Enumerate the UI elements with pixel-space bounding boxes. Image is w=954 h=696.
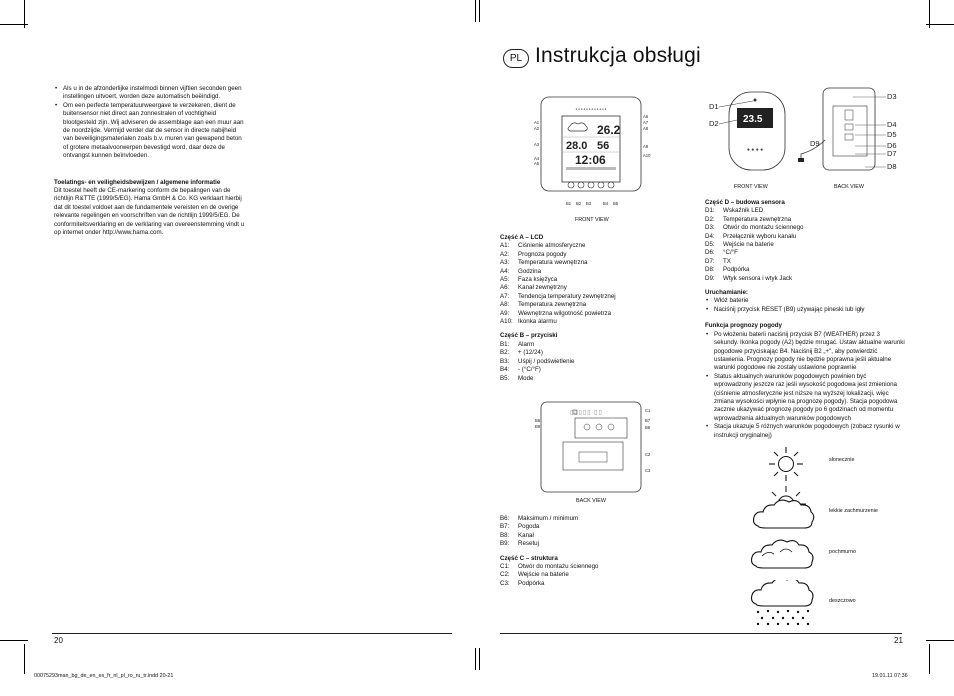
label-B1: B1 (566, 201, 572, 206)
czesc-b-list-2 (500, 515, 660, 549)
label-A7: A7 (643, 120, 649, 125)
czesc-b-item-value: Alarm (518, 340, 535, 348)
label-B6: B6 (535, 418, 541, 423)
czesc-a-item-key: A5: (500, 276, 510, 284)
czesc-a-item-value: Temperatura wewnętrzna (518, 259, 588, 267)
parts-b-c-column (500, 515, 660, 588)
label-B4: B4 (603, 201, 609, 206)
czesc-c-item-value: Otwór do montażu ściennego (518, 563, 599, 571)
uruchamianie-bullet: • Włóż baterie (714, 297, 905, 305)
czesc-d-item-value: Wskaźnik LED (723, 207, 764, 215)
label-D7: D7 (887, 149, 897, 158)
cloudy-icon (748, 538, 820, 574)
toelating-heading: Toelatings- en veiligheidsbewijzen / algemene informatie (54, 178, 221, 186)
czesc-a-item-value: Kanał zewnętrzny (518, 284, 567, 292)
label-B3: B3 (586, 201, 592, 206)
left-bullet: • Om een perfecte temperatuurweergave te verzekeren, dient de buitensensor niet direct aan zonnestralen of vochtigheid blootgesteld zijn. Wij adviseren de assemblage aan een muur aan de noordzijde. Vermijd verder dat de sensor in directe nabijheid van beveiligingsmaterialen zoals b.v. muren van gewapend beton of grotere metaalvoorwerpen bevestigd word, daar deze de ontvangst kunnen beïnvloeden. (63, 102, 246, 161)
uruchamianie-bullet: • Naciśnij przycisk RESET (B9) używając pineski lub igły (714, 306, 905, 314)
label-C2: C2 (645, 452, 651, 457)
crop-mark (926, 24, 954, 25)
czesc-d-item (705, 275, 905, 283)
czesc-a-item-value: Godzina (518, 267, 542, 275)
czesc-a-item-value: Temperatura zewnętrzna (518, 301, 587, 309)
left-bullet: • Als u in de afzonderlijke instelmodi binnen vijftien seconden geen instellingen uitvoert, worden deze automatisch beëindigd. (63, 85, 246, 102)
label-D3: D3 (887, 92, 897, 101)
czesc-a-item-key: A10: (500, 318, 513, 326)
czesc-d-item (705, 249, 905, 257)
czesc-d-item-key: D7: (705, 257, 715, 265)
czesc-b-item-key: B8: (500, 531, 510, 539)
crop-mark (479, 0, 480, 22)
czesc-a-item (500, 301, 660, 309)
czesc-a-item (500, 242, 660, 250)
svg-text:▯▯▯▯▯ ▯▯: ▯▯▯▯▯ ▯▯ (570, 410, 603, 416)
czesc-b-item-key: B2: (500, 349, 510, 357)
czesc-d-item-key: D4: (705, 232, 715, 240)
czesc-a-item-key: A9: (500, 309, 510, 317)
czesc-c-item (500, 563, 660, 571)
czesc-b-item (500, 515, 660, 523)
left-column (54, 85, 246, 238)
sun-icon (768, 446, 804, 482)
czesc-d-item (705, 207, 905, 215)
funkcja-bullet: • Status aktualnych warunków pogodowych powinien być wprowadzony jeszcze raz jeśli wysokość pogodowa jest zmieniona (ciśnienie atmosferyczne jest niższe na wyższej lokalizacji, więc zmiana wysokości wpłynie na prognozę pogody). Stacja pogodowa zacznie ukazywać prognozę pogody po 6 godzinach od momentu wprowadzenia aktualnych warunków pogodowych (714, 373, 905, 423)
czesc-b-item-key: B6: (500, 515, 510, 522)
weather-label-rain: deszczowo (829, 598, 856, 604)
part-d-column (705, 199, 905, 440)
czesc-d-list (705, 207, 905, 283)
czesc-a-item-value: Ciśnienie atmosferyczne (518, 242, 586, 250)
czesc-a-item (500, 318, 660, 326)
label-D8: D8 (887, 162, 897, 171)
svg-text:● ● ● ● ● ● ● ● ● ● ● ●: ● ● ● ● ● ● ● ● ● ● ● ● (575, 107, 607, 111)
weather-label-sun: słonecznie (829, 457, 855, 463)
funkcja-bullet: • Stacja ukazuje 5 różnych warunków pogodowych (zobacz rysunki w instrukcji oryginalnej) (714, 423, 905, 440)
czesc-b-item (500, 540, 660, 548)
parts-a-b-column (500, 234, 660, 383)
czesc-b-item-value: - (°C/°F) (518, 366, 541, 374)
czesc-b-item-value: Uśpij / podświetlenie (518, 357, 575, 365)
label-D9: D9 (810, 139, 820, 148)
weather-label-partly-cloudy: lekkie zachmurzenie (829, 508, 878, 514)
uruchamianie-list (705, 297, 905, 314)
czesc-a-item-key: A3: (500, 259, 510, 267)
label-B5: B5 (613, 201, 619, 206)
czesc-d-item (705, 216, 905, 224)
czesc-b-heading: Część B – przyciski (500, 332, 558, 340)
label-A2: A2 (534, 126, 540, 131)
czesc-a-item-value: Faza księżyca (518, 276, 558, 284)
czesc-a-item-value: Prognoza pogody (518, 250, 567, 258)
crop-mark (24, 0, 25, 28)
czesc-c-item-key: C3: (500, 579, 510, 587)
czesc-b-item (500, 358, 660, 366)
czesc-c-list (500, 563, 660, 588)
czesc-d-item-key: D1: (705, 207, 715, 215)
label-A9: A9 (643, 144, 649, 149)
sensor-front-caption: FRONT VIEW (734, 184, 768, 190)
czesc-c-heading: Część C – struktura (500, 554, 558, 562)
rain-icon (748, 580, 820, 626)
sensor-back-caption: BACK VIEW (834, 184, 864, 190)
label-D4: D4 (887, 120, 897, 129)
display-temp-out: 28.0 (566, 140, 588, 152)
czesc-a-item (500, 251, 660, 259)
czesc-a-item (500, 293, 660, 301)
czesc-d-item-key: D6: (705, 249, 715, 257)
czesc-a-item-key: A6: (500, 284, 510, 292)
czesc-b-item-key: B3: (500, 357, 510, 365)
label-C3: C3 (645, 468, 651, 473)
sensor-temp-readout: 23.5 (743, 114, 763, 125)
label-A5: A5 (534, 161, 540, 166)
czesc-a-item (500, 276, 660, 284)
czesc-b-item-value: Mode (518, 374, 534, 382)
page-number-right: 21 (894, 636, 903, 645)
right-page-rule (500, 633, 902, 634)
left-page-rule (52, 633, 452, 634)
crop-mark (926, 640, 954, 641)
crop-mark (479, 648, 480, 670)
crop-mark (475, 0, 476, 22)
footer-date: 19.01.11 07:36 (872, 673, 908, 679)
czesc-b-item-key: B9: (500, 540, 510, 548)
label-B7: B7 (645, 418, 651, 423)
czesc-d-item (705, 266, 905, 274)
weather-label-cloudy: pochmurno (829, 549, 856, 555)
czesc-c-item-value: Podpórka (518, 579, 545, 587)
czesc-d-item-key: D9: (705, 274, 715, 282)
czesc-d-heading: Część D – budowa sensora (705, 199, 785, 206)
czesc-a-item-key: A7: (500, 292, 510, 300)
czesc-a-item-value: Wewnętrzna wilgotność powietrza (518, 309, 612, 317)
weather-station-front-diagram (530, 94, 660, 210)
czesc-a-item-key: A1: (500, 242, 510, 250)
funkcja-heading: Funkcja prognozy pogody (705, 322, 782, 330)
czesc-a-list (500, 242, 660, 326)
czesc-d-item-value: Podpórka (723, 266, 750, 274)
czesc-b-item (500, 375, 660, 383)
back-view-caption: BACK VIEW (576, 498, 606, 504)
czesc-b-item-key: B5: (500, 374, 510, 382)
czesc-b-item-value: Maksimum / minimum (518, 515, 579, 522)
czesc-a-item-value: Tendencja temperatury zewnętrznej (518, 292, 616, 300)
svg-text:● ● ● ●: ● ● ● ● (746, 147, 764, 153)
czesc-a-item (500, 259, 660, 267)
czesc-a-item (500, 268, 660, 276)
label-C1: C1 (645, 408, 651, 413)
label-D6: D6 (887, 141, 897, 150)
czesc-c-item (500, 571, 660, 579)
label-A1: A1 (534, 120, 540, 125)
crop-mark (475, 648, 476, 670)
czesc-b-item (500, 341, 660, 349)
crop-mark (929, 0, 930, 28)
czesc-b-item (500, 349, 660, 357)
czesc-a-item-key: A8: (500, 301, 510, 309)
crop-mark (929, 644, 930, 674)
czesc-b-item (500, 366, 660, 374)
czesc-b-item-key: B7: (500, 523, 510, 531)
czesc-d-item-value: Wtyk sensora i wtyk Jack (723, 274, 793, 282)
weather-station-back-diagram (535, 400, 665, 496)
uruchamianie-heading: Uruchamianie: (705, 289, 748, 297)
czesc-b-item (500, 532, 660, 540)
czesc-d-item-value: Przełącznik wyboru kanału (723, 232, 797, 240)
crop-mark (24, 644, 25, 674)
label-D1: D1 (709, 102, 719, 111)
display-temp-in: 26.2 (597, 123, 621, 137)
label-A6: A6 (643, 114, 649, 119)
label-D5: D5 (887, 130, 897, 139)
czesc-c-item-value: Wejście na baterie (518, 571, 569, 579)
footer-filename: 00075293man_bg_de_en_es_fr_nl_pl_ro_ru_tr.indd 20-21 (34, 673, 174, 679)
czesc-a-item-key: A4: (500, 267, 510, 275)
display-time: 12:06 (575, 153, 606, 167)
czesc-b-list (500, 341, 660, 383)
czesc-b-item-key: B1: (500, 340, 510, 348)
label-D2: D2 (709, 119, 719, 128)
czesc-d-item-value: Otwór do montażu ściennego (723, 224, 804, 232)
label-A8: A8 (643, 126, 649, 131)
czesc-a-item-key: A2: (500, 250, 510, 258)
funkcja-bullet: • Po włożeniu baterii naciśnij przycisk B7 (WEATHER) przez 3 sekundy. Ikonka pogody (A2) będzie mrugać. Ustaw aktualne warunki pogodowe przyciskając B4. Naciśnij B2 „+", aby potwierdzić ustawienia. Prognozy pogody nie będzie poprawna jeśli aktualne warunki pogodowe nie zostały ustawione poprawnie (714, 331, 905, 373)
toelating-text: Dit toestel heeft de CE-markering conform de bepalingen van de richtlijn R&TTE (1999/5/EG). Hama GmbH & Co. KG verklaart hierbij dat dit toestel voldoet aan de fundamentele vereisten en de overige relevante regelingen en voorschriften van de richtlijn 1999/5/EG. De conformiteitsverklaring en de verklaring van overeenstemming vindt u op internet onder http://www.hama.com. (54, 187, 245, 237)
czesc-a-item (500, 284, 660, 292)
czesc-d-item-key: D2: (705, 215, 715, 223)
czesc-d-item-value: Wejście na baterie (723, 241, 774, 249)
czesc-a-item (500, 310, 660, 318)
czesc-b-item-key: B4: (500, 366, 510, 374)
czesc-d-item-value: °C/°F (723, 249, 738, 257)
czesc-d-item-value: Temperatura zewnętrzna (723, 215, 792, 223)
czesc-c-item (500, 580, 660, 588)
czesc-c-item-key: C2: (500, 571, 510, 579)
partly-cloudy-icon (748, 484, 818, 536)
crop-mark (0, 640, 28, 641)
funkcja-list (705, 331, 905, 440)
label-B8: B8 (645, 425, 651, 430)
czesc-b-item-value: + (12/24) (518, 349, 543, 357)
left-bullet-list (54, 85, 246, 161)
czesc-b-item-value: Pogoda (518, 523, 540, 531)
front-view-caption: FRONT VIEW (575, 217, 609, 223)
language-badge: PL (503, 49, 529, 68)
czesc-a-item-value: Ikonka alarmu (518, 318, 557, 326)
page-title: Instrukcja obsługi (535, 44, 701, 67)
czesc-b-item (500, 523, 660, 531)
czesc-d-item-value: TX (723, 257, 731, 265)
czesc-d-item-key: D8: (705, 266, 715, 274)
czesc-b-item-value: Kanał (518, 531, 534, 539)
czesc-d-item-key: D5: (705, 241, 715, 249)
label-B9: B9 (535, 424, 541, 429)
czesc-c-item-key: C1: (500, 563, 510, 571)
sensor-diagram (705, 84, 905, 182)
czesc-d-item-key: D3: (705, 224, 715, 232)
czesc-a-heading: Część A – LCD (500, 234, 544, 241)
label-A10: A10 (643, 153, 651, 158)
display-humidity: 56 (597, 140, 610, 152)
czesc-d-item (705, 233, 905, 241)
czesc-d-item (705, 258, 905, 266)
page-number-left: 20 (54, 636, 63, 645)
label-B2: B2 (576, 201, 582, 206)
label-A4: A4 (534, 156, 540, 161)
czesc-b-item-value: Resetuj (518, 540, 539, 548)
label-A3: A3 (534, 142, 540, 147)
czesc-d-item (705, 224, 905, 232)
czesc-d-item (705, 241, 905, 249)
